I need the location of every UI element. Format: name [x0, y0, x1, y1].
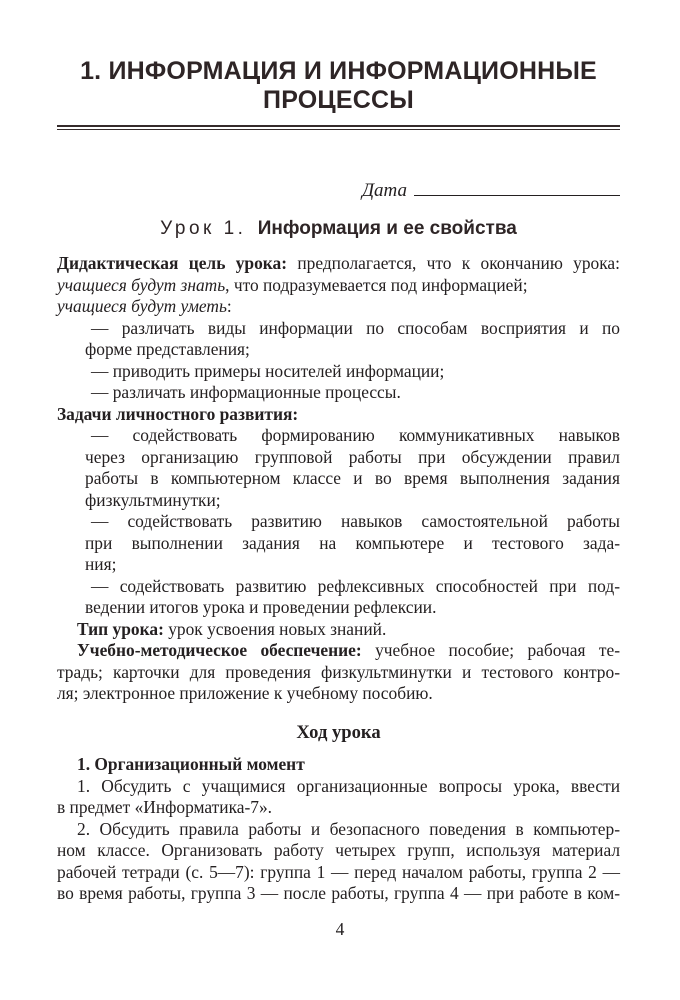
text-run: учебное пособие; рабочая те- — [361, 640, 620, 661]
text-line — [57, 253, 620, 275]
text-line — [57, 275, 620, 297]
text-line — [85, 597, 620, 619]
lesson-number: Урок 1. — [160, 218, 247, 240]
text-line — [57, 883, 620, 905]
text-run: рабочей тетради (с. 5—7): группа 1 — перед началом работы, группа 2 — — [57, 861, 620, 882]
text-run: , что подразумевается под информацией; — [225, 274, 528, 295]
text-run: предполагается, что к окончанию урока: — [287, 253, 620, 274]
text-run: через организацию групповой работы при обсуждении правил — [85, 446, 620, 467]
chapter-title-line-2: ПРОЦЕССЫ — [263, 86, 414, 114]
text-line — [57, 683, 620, 705]
italic-run: учащиеся будут уметь — [57, 296, 227, 317]
paragraph — [57, 640, 620, 705]
text-run: ведении итогов урока и проведении рефлексии. — [85, 597, 437, 618]
text-run: ния; — [85, 554, 117, 575]
text-line — [57, 819, 620, 841]
text-run: физкультминутки; — [85, 489, 221, 510]
text-run: в предмет «Информатика-7». — [57, 797, 273, 818]
text-line — [85, 554, 620, 576]
text-line — [85, 382, 620, 404]
paragraph — [57, 754, 620, 776]
text-line — [57, 662, 620, 684]
paragraph — [57, 619, 620, 641]
paragraph — [85, 425, 620, 511]
text-run: — содействовать развитию рефлексивных способностей при под- — [91, 575, 620, 596]
text-line — [85, 490, 620, 512]
text-line — [57, 862, 620, 884]
text-line — [85, 318, 620, 340]
text-run: работы в компьютерном классе и во время выполнения задания — [85, 468, 620, 489]
text-line — [85, 511, 620, 533]
chapter-title-line-1: 1. ИНФОРМАЦИЯ И ИНФОРМАЦИОННЫЕ — [80, 57, 597, 85]
text-run: ля; электронное приложение к учебному пособию. — [57, 683, 433, 704]
paragraph — [57, 404, 620, 426]
paragraph — [57, 253, 620, 275]
chapter-title — [57, 57, 620, 115]
text-run: — различать виды информации по способам восприятия и по — [91, 317, 620, 338]
text-run: : — [226, 296, 232, 317]
bold-run: Задачи личностного развития: — [57, 403, 299, 424]
page-number: 4 — [335, 919, 345, 939]
paragraph — [85, 361, 620, 383]
text-run: — приводить примеры носителей информации; — [91, 360, 445, 381]
text-line — [57, 404, 620, 426]
text-line — [85, 468, 620, 490]
paragraph — [85, 576, 620, 619]
date-fill-line — [414, 176, 620, 196]
bold-run: Учебно-методическое обеспечение: — [77, 640, 362, 661]
text-run: ном классе. Организовать работу четырех групп, используя материал — [57, 840, 620, 861]
text-run: урок усвоения новых знаний. — [163, 618, 387, 639]
lesson-title: Информация и ее свойства — [257, 218, 517, 240]
italic-run: учащиеся будут знать — [57, 274, 226, 295]
paragraph — [57, 722, 620, 744]
bold-run: Тип урока: — [77, 618, 164, 639]
text-line — [85, 361, 620, 383]
text-line — [57, 722, 620, 744]
text-line — [85, 447, 620, 469]
text-line — [57, 776, 620, 798]
text-run: форме представления; — [85, 339, 250, 360]
text-run: традь; карточки для проведения физкультминутки и тестового контро- — [57, 661, 620, 682]
date-row — [57, 176, 620, 200]
text-line — [57, 754, 620, 776]
paragraph — [85, 511, 620, 576]
page-content — [57, 0, 620, 905]
bold-run: Ход урока — [296, 721, 381, 743]
text-line — [57, 840, 620, 862]
paragraph — [57, 275, 620, 297]
body-text — [57, 253, 620, 905]
lesson-heading — [57, 218, 620, 240]
text-run: 2. Обсудить правила работы и безопасного поведения в компьютер- — [77, 818, 620, 839]
text-run: — содействовать формированию коммуникативных навыков — [91, 425, 620, 446]
paragraph — [57, 819, 620, 905]
text-run: при выполнении задания на компьютере и тестового зада- — [85, 532, 620, 553]
text-line — [85, 533, 620, 555]
paragraph — [85, 318, 620, 361]
text-line — [57, 797, 620, 819]
text-line — [85, 425, 620, 447]
text-line — [85, 576, 620, 598]
text-run: 1. Обсудить с учащимися организационные вопросы урока, ввести — [77, 775, 620, 796]
text-line — [85, 339, 620, 361]
text-line — [57, 619, 620, 641]
paragraph — [57, 776, 620, 819]
text-run: — различать информационные процессы. — [91, 382, 401, 403]
paragraph — [85, 382, 620, 404]
paragraph — [57, 296, 620, 318]
double-rule — [57, 125, 620, 130]
text-line — [57, 296, 620, 318]
text-run: — содействовать развитию навыков самостоятельной работы — [91, 511, 620, 532]
text-run: во время работы, группа 3 — после работы, группа 4 — при работе в ком- — [57, 883, 620, 904]
bold-run: Дидактическая цель урока: — [57, 253, 288, 274]
text-line — [57, 640, 620, 662]
date-label: Дата — [361, 180, 407, 202]
bold-run: 1. Организационный момент — [77, 754, 305, 775]
